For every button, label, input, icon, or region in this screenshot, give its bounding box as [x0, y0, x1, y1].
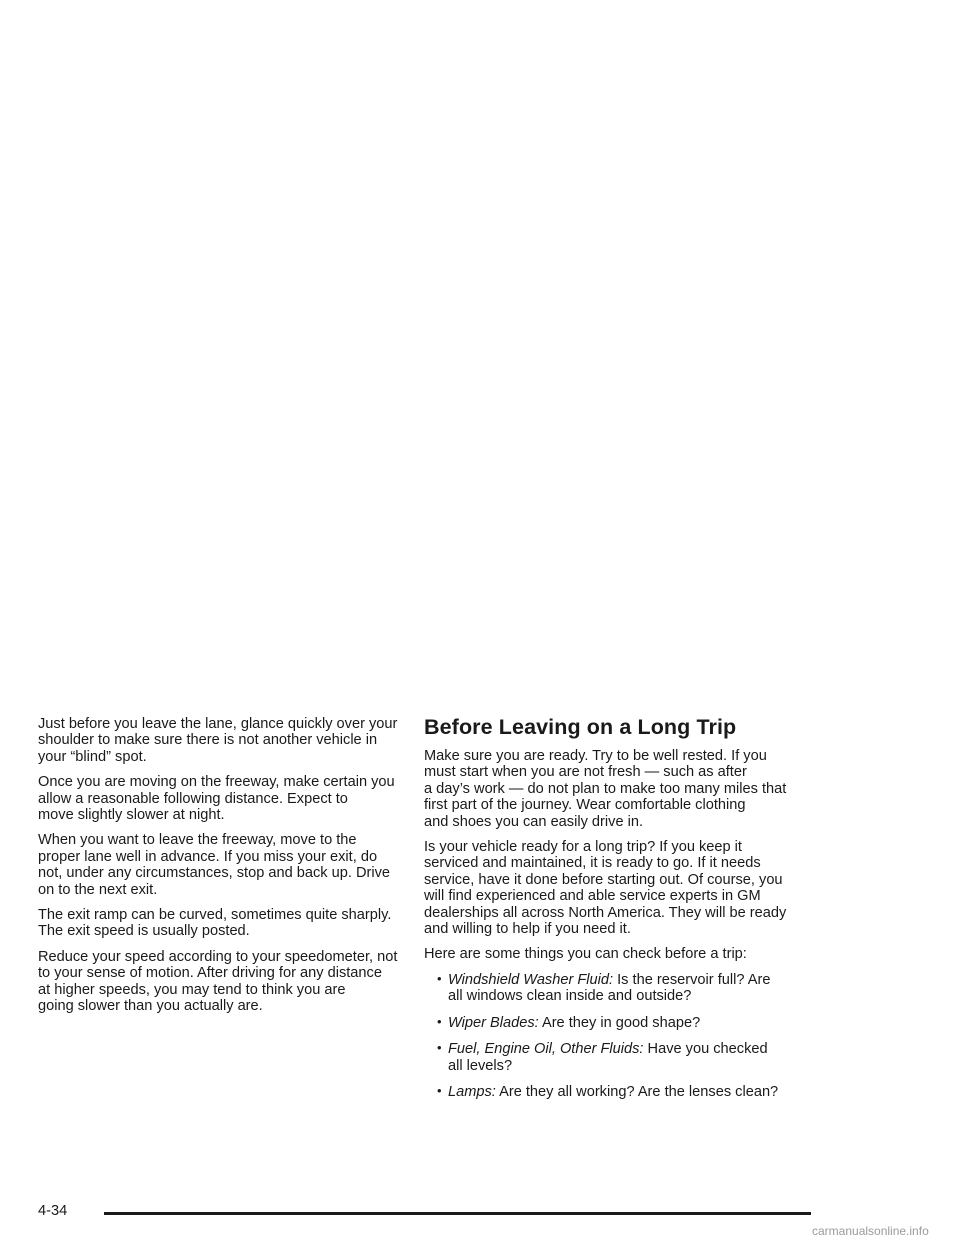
list-item: [437, 970, 800, 1005]
body-paragraph: When you want to leave the freeway, move to the proper lane well in advance. If you miss your exit, do not, under any circumstances, stop and back up. Drive on to the next exit.: [38, 832, 391, 898]
list-item: [437, 1082, 800, 1100]
list-item: [437, 1040, 800, 1074]
body-paragraph: Make sure you are ready. Try to be well rested. If you must start when you are not fresh — such as after a day’s work — do not plan to make too many miles that first part of the journey. Wear comfortable clothing and shoes you can easily drive in.: [424, 748, 787, 830]
list-item-text: Have you checked all levels?: [448, 1041, 768, 1074]
trip-checklist: [424, 972, 800, 1100]
list-item-term: Windshield Washer Fluid:: [448, 971, 614, 988]
list-item-text: Is the reservoir full? Are all windows clean inside and outside?: [448, 971, 771, 1005]
body-paragraph: Here are some things you can check before a trip:: [424, 946, 747, 963]
footer-rule: [104, 1212, 811, 1215]
bullet-icon: •: [437, 1013, 442, 1029]
body-paragraph: Once you are moving on the freeway, make certain you allow a reasonable following distance. Expect to move slightly slower at night.: [38, 774, 395, 824]
body-paragraph: The exit ramp can be curved, sometimes quite sharply. The exit speed is usually posted.: [38, 907, 392, 940]
list-item: [437, 1013, 800, 1031]
bullet-icon: •: [437, 1082, 442, 1098]
bullet-icon: •: [437, 1040, 442, 1056]
list-item-term: Fuel, Engine Oil, Other Fluids:: [448, 1041, 644, 1058]
list-item-text: Are they all working? Are the lenses clean?: [495, 1083, 779, 1100]
body-paragraph: Just before you leave the lane, glance quickly over your shoulder to make sure there is not another vehicle in your “blind” spot.: [38, 716, 398, 765]
list-item-term: Lamps:: [448, 1083, 496, 1100]
right-column: [424, 716, 800, 1110]
list-item-term: Wiper Blades:: [448, 1014, 539, 1031]
section-heading: Before Leaving on a Long Trip: [424, 715, 737, 739]
body-paragraph: Reduce your speed according to your speedometer, not to your sense of motion. After driving for any distance at higher speeds, you may tend to think you are going slower than you actually are.: [38, 948, 398, 1015]
body-paragraph: Is your vehicle ready for a long trip? If you keep it serviced and maintained, it is ready to go. If it needs service, have it done before starting out. Of course, you will find experienced and able service experts in GM dealerships all across North America. They will be ready and willing to help if you need it.: [424, 839, 787, 938]
list-item-text: Are they in good shape?: [538, 1014, 701, 1031]
page-number: 4-34: [38, 1203, 68, 1219]
left-column: [38, 716, 398, 1024]
bullet-icon: •: [437, 970, 442, 986]
watermark-text: carmanualsonline.info: [812, 1224, 929, 1238]
